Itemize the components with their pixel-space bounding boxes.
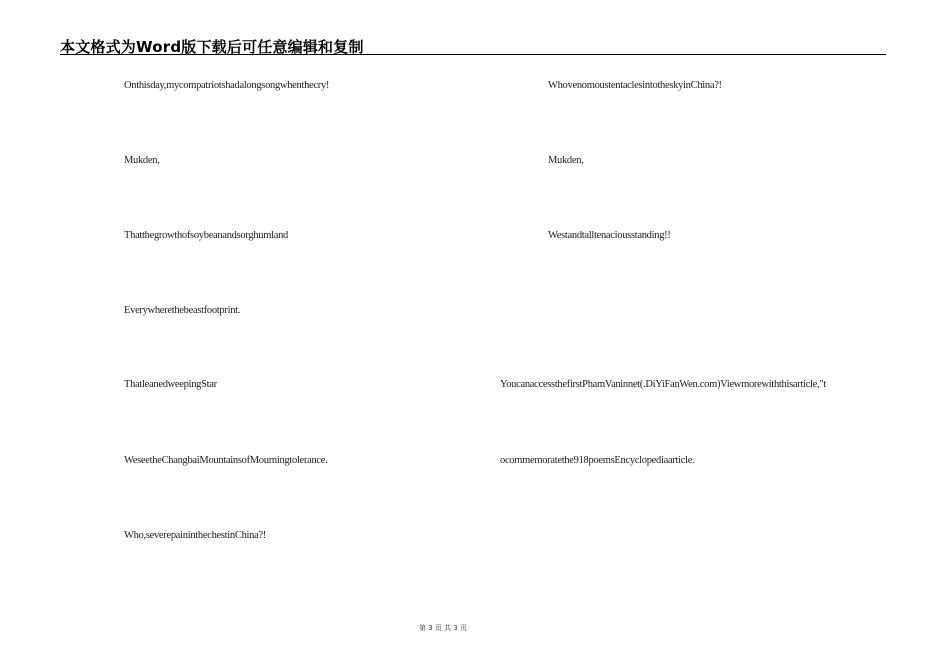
right-line-1: WhovenomoustentaclesintotheskyinChina?! [548, 80, 722, 91]
left-line-4: Everywherethebeastfootprint. [124, 305, 241, 316]
right-line-5: ocommemoratethe918poemsEncyclopediaarticle. [500, 455, 695, 466]
header-divider [60, 54, 886, 55]
page-number-footer: 第 3 页 共 3 页 [418, 624, 468, 632]
left-line-6: WeseetheChangbaiMountainsofMourningtolerance. [124, 455, 328, 466]
left-line-1: Onthisday,mycompatriotshadalongsongwhenthecry! [124, 80, 330, 91]
left-line-5: ThatleanedweepingStar [124, 379, 217, 390]
right-line-4: YoucanaccessthefirstPhamVaninnet(.DiYiFanWen.com)Viewmorewiththisarticle,"t [500, 379, 826, 390]
right-line-3: Westandtalltenaciousstanding!! [548, 230, 671, 241]
left-line-3: Thatthegrowthofsoybeanandsorghumland [124, 230, 288, 241]
left-line-2: Mukden, [124, 155, 160, 166]
left-line-7: Who,severepaininthechestinChina?! [124, 530, 267, 541]
right-line-2: Mukden, [548, 155, 584, 166]
document-header-title: 本文格式为Word版下载后可任意编辑和复制 [60, 38, 364, 56]
